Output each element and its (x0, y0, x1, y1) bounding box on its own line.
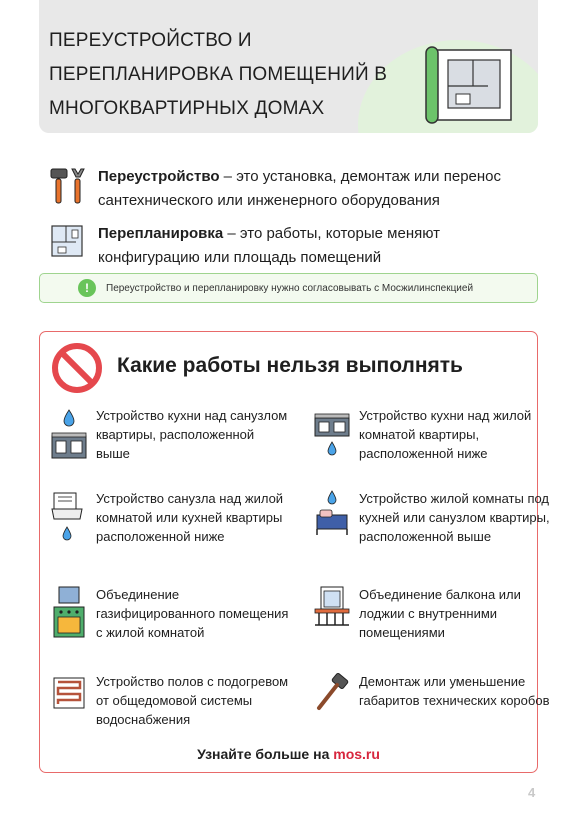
kitchen-icon (313, 406, 351, 466)
item-text: Устройство кухни над санузлом квартиры, расположенной выше (96, 408, 288, 461)
item-text: Устройство кухни над жилой комнатой квартиры, расположенной ниже (359, 408, 532, 461)
list-item (50, 585, 291, 645)
item-text: Устройство санузла над жилой комнатой или кухней квартиры расположенной ниже (96, 491, 284, 544)
exclamation-icon: ! (78, 279, 96, 297)
page-number: 4 (528, 785, 536, 800)
mos-ru-link[interactable]: mos.ru (333, 746, 380, 762)
balcony-icon (313, 585, 351, 645)
item-text: Объединение газифицированного помещения с жилой комнатой (96, 587, 289, 640)
item-text: Устройство полов с подогревом от общедомовой системы водоснабжения (96, 674, 289, 727)
definition-reconstruction (48, 165, 538, 213)
bedroom-icon (313, 489, 351, 549)
list-item (313, 406, 554, 466)
definition-replanning (48, 222, 538, 270)
item-text: Объединение балкона или лоджии с внутренними помещениями (359, 587, 521, 640)
kitchen-water-drop-icon (50, 406, 88, 466)
hammer-icon (313, 672, 351, 732)
item-text: Демонтаж или уменьшение габаритов технических коробов (359, 674, 550, 708)
approval-note (39, 273, 538, 303)
blueprint-icon (423, 42, 518, 127)
list-item (313, 672, 554, 732)
list-item (50, 672, 291, 732)
floor-plan-icon (48, 222, 88, 262)
gas-stove-icon (50, 585, 88, 645)
approval-note-text: Переустройство и перепланировку нужно согласовывать с Мосжилинспекцией (106, 282, 474, 294)
list-item (313, 489, 554, 549)
item-text: Устройство жилой комнаты под кухней или санузлом квартиры, расположенной выше (359, 491, 550, 544)
footer-text: Узнайте больше на (197, 746, 334, 762)
definition-text: – это работы, которые меняют конфигурацию или площадь помещений (98, 225, 441, 266)
prohibited-sign-icon (51, 342, 103, 394)
list-item (313, 585, 554, 645)
list-item (50, 406, 291, 466)
definition-term: Перепланировка (98, 225, 224, 242)
bathroom-icon (50, 489, 88, 549)
page-title: ПЕРЕУСТРОЙСТВО И ПЕРЕПЛАНИРОВКА ПОМЕЩЕНИЙ В МНОГОКВАРТИРНЫХ ДОМАХ (49, 30, 388, 119)
header-banner (39, 0, 538, 133)
definition-text: – это установка, демонтаж или перенос сантехнического или инженерного оборудования (98, 168, 501, 209)
list-item (50, 489, 291, 549)
definition-term: Переустройство (98, 168, 220, 185)
panel-title: Какие работы нельзя выполнять (117, 354, 463, 377)
prohibited-works-panel (39, 331, 550, 773)
learn-more-footer (40, 746, 537, 762)
heated-floor-icon (50, 672, 88, 732)
tools-icon (48, 165, 88, 205)
